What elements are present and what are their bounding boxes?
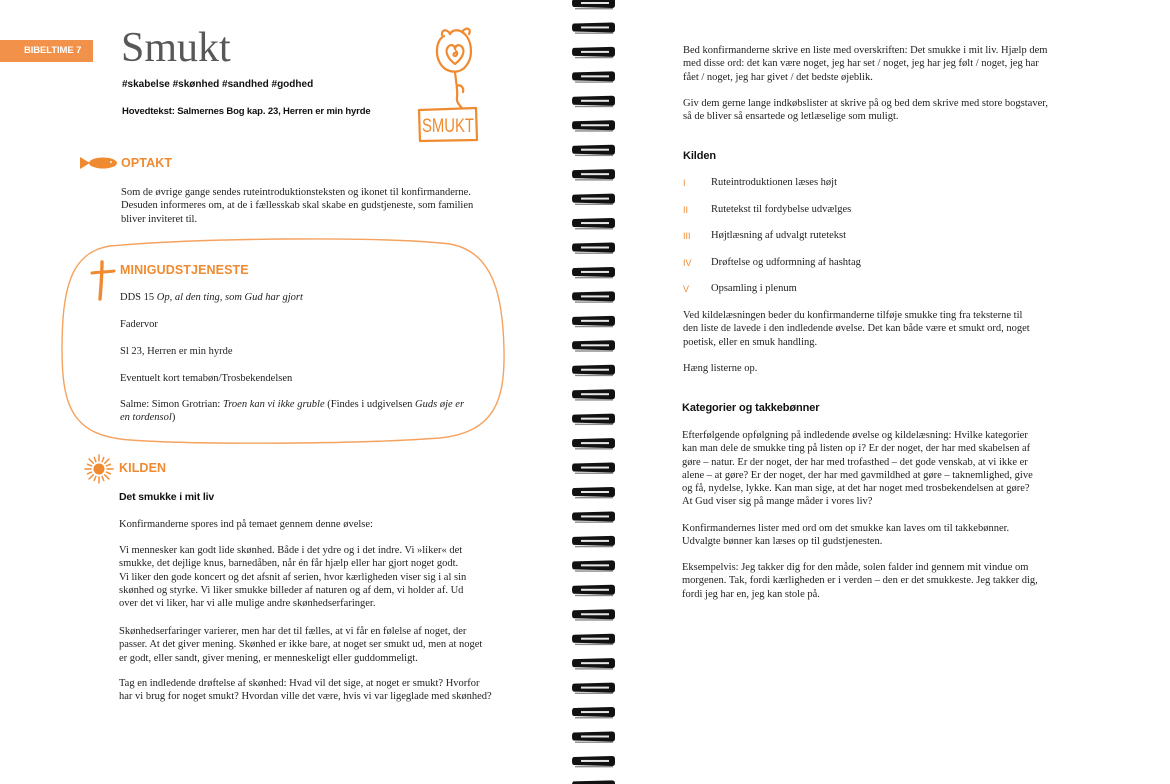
spiral-coil — [572, 585, 615, 596]
item-suffix: ) — [171, 411, 176, 423]
step-text: Opsamling i plenum — [711, 283, 797, 294]
spiral-coil — [572, 194, 615, 205]
step-item — [683, 282, 1063, 296]
spiral-coil — [572, 218, 615, 229]
spiral-coil — [572, 145, 615, 156]
spiral-coil — [572, 536, 615, 547]
step-item — [683, 203, 1063, 217]
kategorier-paragraph: Konfirmandernes lister med ord om det smukke kan laves om til takkebønner. Udvalgte bønner kan læses op til gudstjenesten. — [682, 523, 1010, 548]
step-text: Ruteintroduktionen læses højt — [711, 177, 837, 188]
smukt-logo-icon — [414, 26, 482, 144]
step-text: Drøftelse og udformning af hashtag — [711, 257, 861, 268]
item-middle: (Findes i udgivelsen — [324, 399, 416, 410]
kilden-paragraph: Skønhedserfaringer varierer, men har det til fælles, at vi får en følelse af noget, der passer. At det giver mening. Skønhed er ikke bare, at noget ser smukt ud, men at noget er godt, eller sandt, giver mening, er menneskeligt eller guddommeligt. — [119, 626, 483, 664]
step-text: Rutetekst til fordybelse udvælges — [711, 204, 852, 215]
kategorier-heading: Kategorier og takkebønner — [682, 402, 820, 414]
spiral-coil — [572, 316, 615, 327]
cross-icon — [90, 259, 116, 301]
spiral-coil — [572, 463, 615, 474]
step-number: I — [683, 178, 686, 188]
spiral-coil — [572, 780, 615, 784]
item-prefix: Salme: Simon Grotrian: — [120, 399, 223, 410]
hymn-title: Op, al den ting, som Gud har gjort — [156, 292, 303, 303]
spiral-coil — [572, 96, 615, 107]
step-item — [683, 176, 1063, 190]
spiral-binding — [565, 0, 625, 784]
list-item — [120, 399, 464, 424]
step-number: IV — [683, 258, 692, 268]
page-title: Smukt — [121, 25, 231, 71]
step-item — [683, 229, 1063, 243]
spiral-coil — [572, 365, 615, 376]
lesson-tab — [0, 40, 93, 62]
spiral-coil — [572, 609, 615, 620]
optakt-heading: OPTAKT — [121, 156, 173, 170]
spiral-coil — [572, 634, 615, 645]
spiral-coil — [572, 243, 615, 254]
publication-title: Guds øje er en tordensol — [120, 399, 465, 423]
spiral-coil — [572, 267, 615, 278]
kilden-intro: Konfirmanderne spores ind på temaet gennem denne øvelse: — [119, 519, 373, 530]
spiral-coil — [572, 658, 615, 669]
spiral-coil — [572, 71, 615, 82]
spiral-coil — [572, 560, 615, 571]
logo-text: SMUKT — [422, 116, 475, 137]
list-item: Eventuelt kort temabøn/Trosbekendelsen — [120, 373, 293, 384]
instruction-paragraph: Bed konfirmanderne skrive en liste med overskriften: Det smukke i mit liv. Hjælp dem med disse ord: det kan være noget, jeg har set / noget, jeg har jeg følt / noget, jeg har fået / noget, jeg har givet / det bedste øjeblik. — [683, 45, 1048, 83]
kilden-paragraph: Tag en indledende drøftelse af skønhed: Hvad vil det sige, at noget er smukt? Hvorfor har vi brug for noget smukt? Hvordan ville det være, hvis vi var ligeglade med skønhed? — [119, 678, 492, 703]
spiral-coil — [572, 169, 615, 180]
minigudstjeneste-heading: MINIGUDSTJENESTE — [120, 263, 249, 277]
spiral-coil — [572, 47, 615, 58]
spiral-coil — [572, 340, 615, 351]
kategorier-paragraph: Efterfølgende opfølgning på indledende øvelse og kildelæsning: Hvilke kategorier kan man dele de smukke ting på listen op i? Er der noget, der har med skabelsen af gøre – natur. Er der noget, der har med trofasthed – det gode venskab, at vi ikke er alene – at gøre? Er der noget, der har med gavmildhed at gøre – taknemlighed, give og få, nydelse, lykke. Kan man sige, at det har noget med trosbekendelsen at gøre? At Gud viser sig på mange måder i vores liv? — [682, 430, 1033, 508]
list-item — [120, 291, 303, 304]
list-item: Sl 23, Herren er min hyrde — [120, 346, 233, 357]
step-text: Højtlæsning af udvalgt rutetekst — [711, 230, 847, 241]
item-prefix: DDS 15 — [120, 292, 157, 303]
spiral-coil — [572, 414, 615, 425]
kilden-steps-heading: Kilden — [683, 150, 717, 162]
spiral-coil — [572, 756, 615, 767]
kilden-subheading: Det smukke i mit liv — [119, 491, 215, 503]
step-item — [683, 256, 1063, 270]
main-text-reference: Hovedtekst: Salmernes Bog kap. 23, Herren er min hyrde — [122, 106, 371, 117]
spiral-coil — [572, 120, 615, 131]
step-number: II — [683, 205, 689, 215]
optakt-text: Som de øvrige gange sendes ruteintroduktionsteksten og ikonet til konfirmanderne. Desuden informeres om, at de i fællesskab skal skabe en gudstjeneste, som familien bliver inviteret til. — [121, 187, 474, 225]
left-page — [0, 0, 565, 784]
list-item: Fadervor — [120, 319, 158, 330]
kilden-heading: KILDEN — [119, 461, 167, 475]
spiral-coil — [572, 438, 615, 449]
spiral-coil — [572, 389, 615, 400]
sun-icon — [84, 454, 114, 484]
hang-lists-note: Hæng listerne op. — [683, 363, 758, 374]
step-number: V — [683, 284, 690, 294]
spiral-coil — [572, 511, 615, 522]
spiral-coil — [572, 0, 615, 9]
kategorier-paragraph: Eksempelvis: Jeg takker dig for den måde, solen falder ind gennem mit vindue om morgenen. Tak, fordi kærligheden er i verden – den er det smukkeste. Jeg takker dig, fordi jeg har en, jeg kan stole på. — [682, 562, 1038, 600]
hashtags: #skabelse #skønhed #sandhed #godhed — [122, 79, 314, 90]
spiral-coil — [572, 707, 615, 718]
fish-icon — [78, 156, 118, 170]
step-number: III — [683, 231, 691, 241]
spiral-coil — [572, 487, 615, 498]
spiral-coil — [572, 22, 615, 33]
instruction-paragraph: Giv dem gerne lange indkøbslister at skrive på og bed dem skrive med store bogstaver, så de bliver så ensartede og letlæselige som muligt. — [683, 98, 1048, 123]
kilden-reading-paragraph: Ved kildelæsningen beder du konfirmanderne tilføje smukke ting fra teksterne til den liste de lavede i den indledende øvelse. Det kan både være et smukt ord, noget poetisk, eller en smuk handling. — [683, 310, 1030, 348]
spiral-coil — [572, 732, 615, 743]
kilden-paragraph: Vi mennesker kan godt lide skønhed. Både i det ydre og i det indre. Vi »liker« det smukke, det dejlige knus, barnedåben, når én får hjælp eller har gjort noget godt. Vi liker den gode koncert og det afsnit af serien, hvor kærligheden viser sig i al sin skønhed og styrke. Vi liker smukke billeder af naturen og af dem, vi holder af. Ud over det vi liker, har vi alle mulige andre skønhedserfaringer. — [119, 545, 467, 610]
spiral-coil — [572, 291, 615, 302]
lesson-tab-label: BIBELTIME 7 — [24, 45, 82, 56]
spiral-coil — [572, 683, 615, 694]
hymn-title: Troen kan vi ikke gruble — [222, 399, 325, 410]
